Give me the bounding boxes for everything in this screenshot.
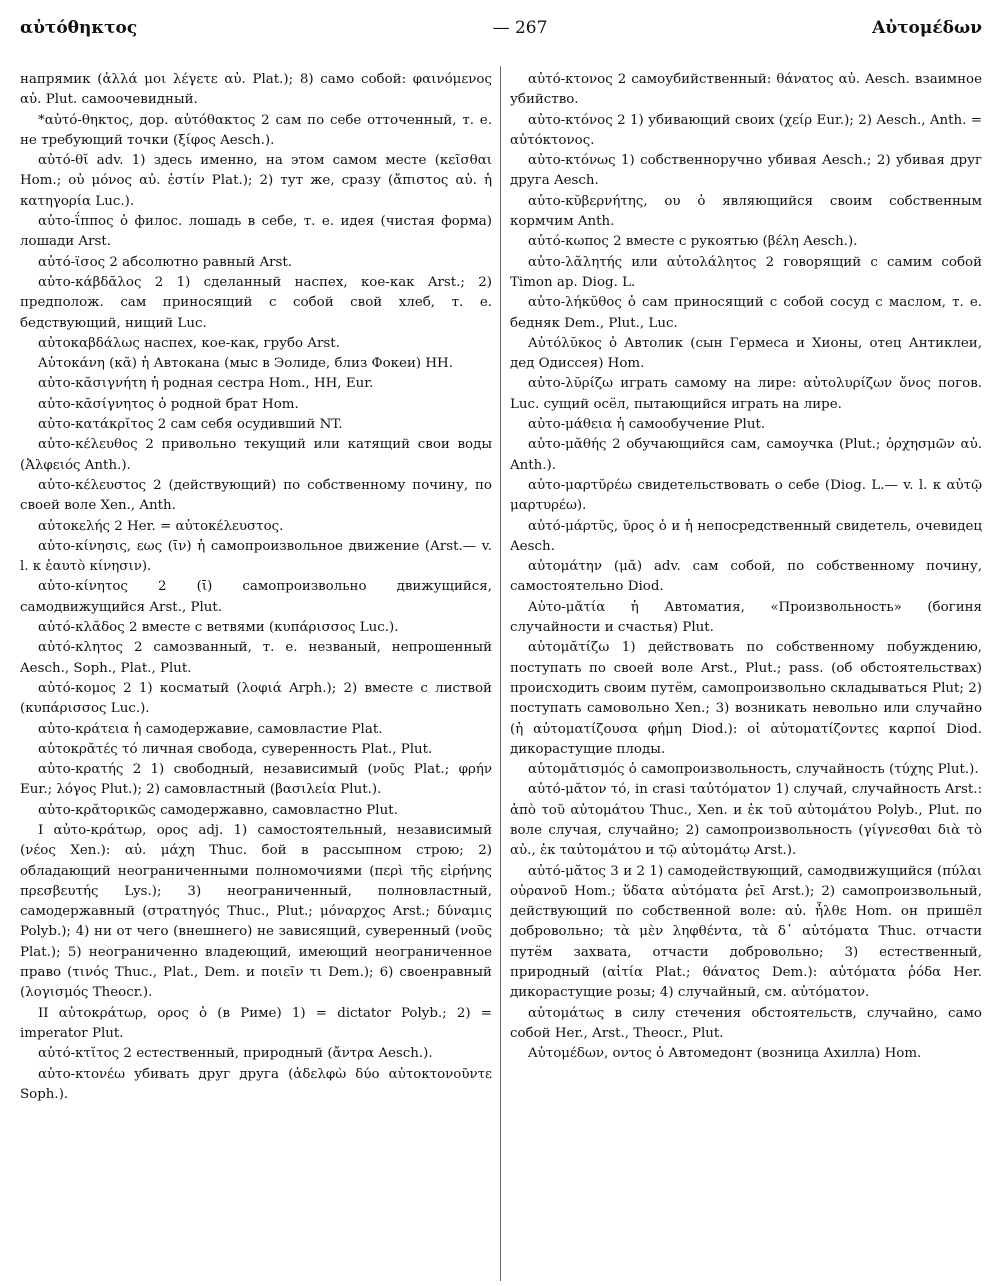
dictionary-entry: II αὐτοκράτωρ, ορος ὁ (в Риме) 1) = dictator Polyb.; 2) = imperator Plut. (20, 1005, 492, 1041)
dictionary-entry: αὐτό-κομος 2 1) косматый (λοφιά Arph.); 2) вместе с листвой (κυπάρισσος Luc.). (20, 680, 492, 717)
dictionary-entry: αὐτό-κτῐτος 2 естественный, природный (ἄντρα Aesch.). (38, 1046, 433, 1062)
page-header (20, 14, 982, 46)
dictionary-entry: αὐτοκαβδάλως наспех, кое-как, грубо Arst. (38, 335, 340, 351)
dictionary-entry: αὐτο-λῠρίζω играть самому на лире: αὐτολυρίζων ὄνος погов. Luc. сущий осёл, пытающийся играть на лире. (510, 376, 982, 412)
dictionary-entry: *αὐτό-θηκτος, дор. αὐτόθακτος 2 сам по себе отточенный, т. е. не требующий точки (ξίφος Aesch.). (20, 112, 492, 148)
dictionary-entry: αὐτο-κέλευστος 2 (действующий) по собственному почину, по своей воле Xen., Anth. (20, 477, 492, 514)
dictionary-entry: αὐτο-μάθεια ἡ самообучение Plut. (528, 417, 766, 433)
dictionary-entry: αὐτο-κατάκρῐτος 2 сам себя осудивший NT. (38, 417, 343, 433)
dictionary-entry: αὐτο-μαρτῠρέω свидетельствовать о себе (Diog. L.— v. l. к αὐτῷ μαρτυρέω). (510, 477, 982, 514)
dictionary-entry: αὐτομάτην (μᾰ) adv. сам собой, по собственному почину, самостоятельно Diod. (510, 559, 982, 595)
dictionary-entry: αὐτο-κῠβερνήτης, ου ὁ являющийся своим собственным кормчим Anth. (510, 193, 982, 230)
dictionary-entry: Αὐτόλῠκος ὁ Автолик (сын Гермеса и Хионы, отец Антиклеи, дед Одиссея) Hom. (510, 335, 982, 372)
dictionary-entry: αὐτό-θῐ adv. 1) здесь именно, на этом самом месте (κεῖσθαι Hom.; οὐ μόνος αὐ. ἐστίν Plat.); 2) тут же, сразу (ἄπιστος αὐ. ἡ κατηγορία Luc.). (20, 153, 492, 209)
dictionary-entry: αὐτοκελής 2 Her. = αὐτοκέλευστος. (38, 518, 284, 534)
dictionary-entry: αὐτό-μᾰτον τό, in crasi ταὐτόματον 1) случай, случайность Arst.: ἀπὸ τοῦ αὐτομάτου Thuc., Xen. и ἐκ τοῦ αὐτομάτου Polyb., Plut. по воле случая, случайно; 2) самопроизвольность (γίγνεσθαι διὰ τὸ αὐ., ἐκ ταὐτομάτου и τῷ αὐτομάτῳ Arst.). (510, 782, 982, 859)
dictionary-entry: αὐτο-κάβδᾰλος 2 1) сделанный наспех, кое-как Arst.; 2) предполож. сам приносящий с собой свой хлеб, т. е. бедствующий, нищий Luc. (20, 274, 492, 331)
dictionary-entry: αὐτό-μάρτῠς, ῠρος ὁ и ἡ непосредственный свидетель, очевидец Aesch. (510, 518, 982, 554)
dictionary-entry: I αὐτο-κράτωρ, ορος adj. 1) самостоятельный, независимый (νέος Xen.): αὐ. μάχη Thuc. бой в рассыпном строю; 2) обладающий неограниченными полномочиями (περὶ τῆς εἰρήνης πρεσβευτής Lys.); 3) неограниченный, полновластный, самодержавный (στρατηγός Thuc., Plut.; μόναρχος Arst.; δύναμις Polyb.); 4) ни от чего (внешнего) не зависящий, суверенный (νοῦς Plat.); 5) неограниченно владеющий, имеющий неограниченное право (τινός Thuc., Plat., Dem. и ποιεῖν τι Dem.); 6) своенравный (λογισμός Theocr.). (20, 822, 492, 1001)
left-column (20, 70, 492, 1282)
dictionary-entry: αὐτο-κτονέω убивать друг друга (ἀδελφὼ δύο αὐτοκτονοῦντε Soph.). (20, 1066, 492, 1102)
dictionary-entry: αὐτό-κλητος 2 самозванный, т. е. незваный, непрошенный Aesch., Soph., Plat., Plut. (20, 640, 492, 676)
dictionary-entry: αὐτό-ϊσος 2 абсолютно равный Arst. (38, 254, 293, 270)
dictionary-entry: αὐτομᾰτίζω 1) действовать по собственному побуждению, поступать по своей воле Arst., Plut.; pass. (об обстоятельствах) происходить своим путём, самопроизвольно складываться Plut; 2) поступать самовольно Xen.; 3) возникать невольно или случайно (ἡ αὐτοματίζουσα φήμη Diod.): οἱ αὐτοματίζοντες καρποί Diod. дикорастущие плоды. (510, 640, 982, 757)
running-head-right: Αὐτομέδων (872, 18, 982, 38)
column-divider (500, 66, 501, 1281)
dictionary-entry: Αὐτο-μᾰτία ἡ Автоматия, «Произвольность» (богиня случайности и счастья) Plut. (510, 599, 982, 636)
right-column (510, 70, 982, 1282)
dictionary-entry: αὐτοκρᾰτές τό личная свобода, суверенность Plat., Plut. (38, 741, 433, 757)
dictionary-entry: αὐτο-κρᾰτορικῶς самодержавно, самовластно Plut. (38, 802, 398, 818)
dictionary-entry: Αὐτοκάνη (κᾰ) ἡ Автокана (мыс в Эолиде, близ Фокеи) HH. (38, 356, 453, 372)
dictionary-entry: αὐτό-κτονος 2 самоубийственный: θάνατος αὐ. Aesch. взаимное убийство. (510, 72, 982, 108)
dictionary-entry: αὐτο-λήκῠθος ὁ сам приносящий с собой сосуд с маслом, т. е. бедняк Dem., Plut., Luc. (510, 295, 982, 331)
dictionary-entry: αὐτο-κᾰσιγνήτη ἡ родная сестра Hom., HH, Eur. (38, 376, 374, 392)
dictionary-entry: αὐτο-λᾰλητής или αὐτολάλητος 2 говорящий с самим собой Timon ap. Diog. L. (510, 254, 982, 290)
dictionary-entry: αὐτο-κίνητος 2 (ῑ) самопроизвольно движущийся, самодвижущийся Arst., Plut. (20, 579, 492, 615)
dictionary-entry: αὐτο-κτόνως 1) собственноручно убивая Aesch.; 2) убивая друг друга Aesch. (510, 153, 982, 189)
dictionary-entry: αὐτομᾰτισμός ὁ самопроизвольность, случайность (τύχης Plut.). (528, 762, 979, 778)
running-head-left: αὐτόθηκτος (20, 18, 138, 38)
dictionary-entry: αὐτο-κέλευθος 2 привольно текущий или катящий свои воды (Ἀλφειός Anth.). (20, 437, 492, 473)
dictionary-entry: αὐτο-κράτεια ἡ самодержавие, самовластие Plat. (38, 721, 383, 737)
dictionary-entry: αὐτό-κωπος 2 вместе с рукоятью (βέλη Aesch.). (528, 234, 858, 250)
dictionary-entry: αὐτο-ΐππος ὁ филос. лошадь в себе, т. е. идея (чистая форма) лошади Arst. (20, 214, 492, 250)
dictionary-entry: αὐτο-μᾰθής 2 обучающийся сам, самоучка (Plut.; ὀρχησμῶν αὐ. Anth.). (510, 437, 982, 473)
dictionary-entry: αὐτομάτως в силу стечения обстоятельств, случайно, само собой Her., Arst., Theocr., Plut. (510, 1005, 982, 1041)
page-number: — 267 (492, 18, 548, 38)
dictionary-entry: αὐτο-κρατής 2 1) свободный, независимый (νοῦς Plat.; φρήν Eur.; λόγος Plut.); 2) самовластный (βασιλεία Plut.). (20, 762, 492, 798)
dictionary-entry: αὐτο-κᾰσίγνητος ὁ родной брат Hom. (38, 396, 299, 412)
dictionary-entry: αὐτό-μᾰτος 3 и 2 1) самодействующий, самодвижущийся (πύλαι οὐρανοῦ Hom.; ὕδατα αὐτόματα ῥεῖ Arst.); 2) самопроизвольный, действующий по собственной воле: αὐ. ἦλθε Hom. он пришёл добровольно; τὰ μὲν ληφθέντα, τὰ δ᾽ αὐτόματα Thuc. отчасти путём захвата, отчасти добровольно; 3) естественный, природный (αἰτία Plat.; θάνατος Dem.): αὐτόματα ῥόδα Her. дикорастущие розы; 4) случайный, см. αὐτόματον. (510, 863, 982, 1001)
dictionary-entry: напрямик (ἀλλά μοι λέγετε αὐ. Plat.); 8) само собой: φαινόμενος αὐ. Plut. самоочевидный. (20, 72, 492, 108)
dictionary-entry: αὐτο-κίνησις, εως (ῑν) ἡ самопроизвольное движение (Arst.— v. l. к ἑαυτὸ κίνησιν). (20, 538, 492, 575)
dictionary-entry: αὐτό-κλᾰδος 2 вместе с ветвями (κυπάρισσος Luc.). (38, 620, 399, 636)
dictionary-entry: αὐτο-κτόνος 2 1) убивающий своих (χείρ Eur.); 2) Aesch., Anth. = αὐτόκτονος. (510, 112, 982, 148)
dictionary-entry: Αὐτομέδων, οντος ὁ Автомедонт (возница Ахилла) Hom. (528, 1046, 922, 1062)
